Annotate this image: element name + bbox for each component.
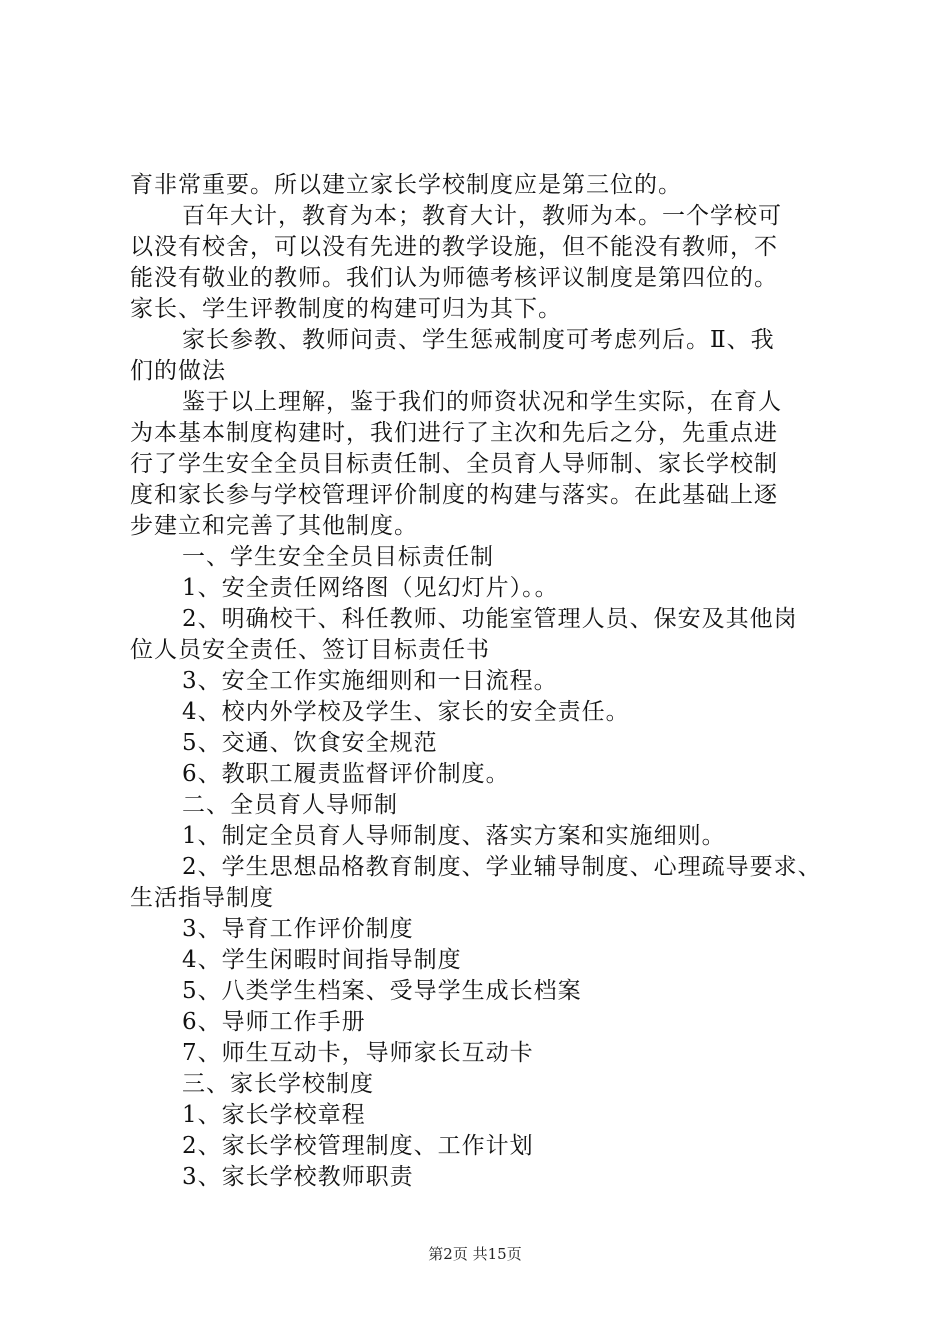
text-line: 2、家长学校管理制度、工作计划 xyxy=(182,1133,534,1159)
text-line: 百年大计，教育为本；教育大计，教师为本。一个学校可 xyxy=(182,203,782,229)
text-line: 5、八类学生档案、受导学生成长档案 xyxy=(182,978,582,1004)
document-body xyxy=(130,170,845,1193)
text-line: 为本基本制度构建时，我们进行了主次和先后之分，先重点进 xyxy=(130,420,778,446)
text-line: 二、全员育人导师制 xyxy=(182,792,398,818)
text-line: 行了学生安全全员目标责任制、全员育人导师制、家长学校制 xyxy=(130,451,778,477)
text-line: 3、导育工作评价制度 xyxy=(182,916,414,942)
text-line: 家长参教、教师问责、学生惩戒制度可考虑列后。Ⅱ、我 xyxy=(182,327,775,353)
text-line: 6、导师工作手册 xyxy=(182,1009,366,1035)
text-line: 能没有敬业的教师。我们认为师德考核评议制度是第四位的。 xyxy=(130,265,778,291)
text-line: 2、学生思想品格教育制度、学业辅导制度、心理疏导要求、 xyxy=(182,854,822,880)
text-line: 以没有校舍，可以没有先进的教学设施，但不能没有教师，不 xyxy=(130,234,778,260)
text-line: 生活指导制度 xyxy=(130,885,274,911)
text-line: 6、教职工履责监督评价制度。 xyxy=(182,761,510,787)
page-footer: 第2页 共15页 xyxy=(428,1245,522,1263)
text-line: 度和家长参与学校管理评价制度的构建与落实。在此基础上逐 xyxy=(130,482,778,508)
text-line: 4、校内外学校及学生、家长的安全责任。 xyxy=(182,699,630,725)
text-line: 家长、学生评教制度的构建可归为其下。 xyxy=(130,296,562,322)
text-line: 1、安全责任网络图（见幻灯片）。。 xyxy=(182,575,559,601)
text-line: 2、明确校干、科任教师、功能室管理人员、保安及其他岗 xyxy=(182,606,798,632)
text-line: 一、学生安全全员目标责任制 xyxy=(182,544,494,570)
text-line: 们的做法 xyxy=(130,358,226,384)
text-line: 育非常重要。所以建立家长学校制度应是第三位的。 xyxy=(130,172,682,198)
text-line: 步建立和完善了其他制度。 xyxy=(130,513,418,539)
text-line: 3、安全工作实施细则和一日流程。 xyxy=(182,668,558,694)
text-line: 1、家长学校章程 xyxy=(182,1102,366,1128)
text-line: 7、师生互动卡，导师家长互动卡 xyxy=(182,1040,534,1066)
text-line: 5、交通、饮食安全规范 xyxy=(182,730,438,756)
text-line: 三、家长学校制度 xyxy=(182,1071,374,1097)
text-line: 4、学生闲暇时间指导制度 xyxy=(182,947,462,973)
text-line: 位人员安全责任、签订目标责任书 xyxy=(130,637,490,663)
text-line: 鉴于以上理解，鉴于我们的师资状况和学生实际，在育人 xyxy=(182,389,782,415)
text-line: 3、家长学校教师职责 xyxy=(182,1164,414,1190)
text-line: 1、制定全员育人导师制度、落实方案和实施细则。 xyxy=(182,823,726,849)
